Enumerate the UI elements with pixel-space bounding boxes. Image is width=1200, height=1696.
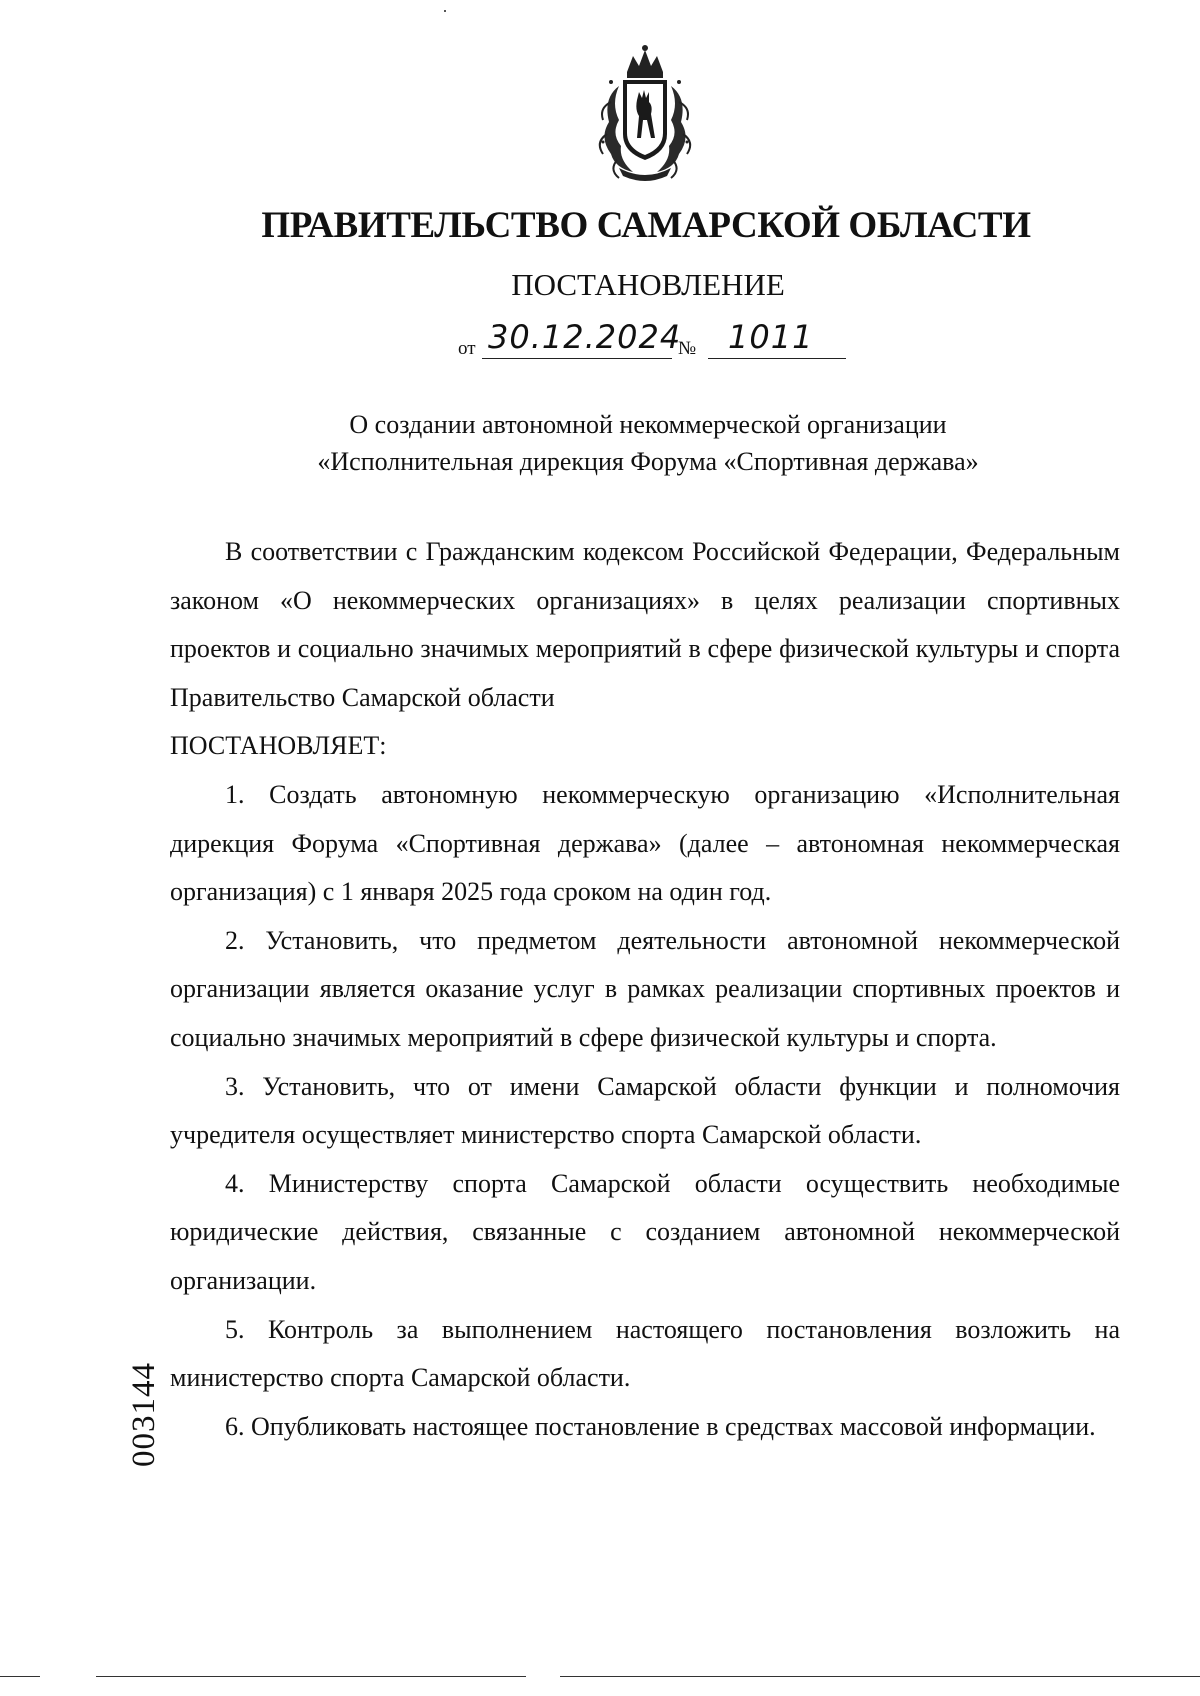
document-subject <box>0 406 1200 480</box>
decree-item-1: 1. Создать автономную некоммерческую организацию «Исполнительная дирекция Форума «Спортивная держава» (далее – автономная некоммерческая организация) с 1 января 2025 года сроком на один год. <box>170 779 1120 907</box>
date-from-label: от <box>458 338 476 359</box>
decree-item-6: 6. Опубликовать настоящее постановление в средствах массовой информации. <box>225 1411 1096 1441</box>
decree-word: ПОСТАНОВЛЯЕТ: <box>170 731 387 761</box>
preamble-paragraph: В соответствии с Гражданским кодексом Российской Федерации, Федеральным законом «О некоммерческих организациях» в целях реализации спортивных проектов и социально значимых мероприятий в сфере физической культуры и спорта Правительство Самарской области <box>170 537 1120 712</box>
decree-item-3: 3. Установить, что от имени Самарской области функции и полномочия учредителя осуществляет министерство спорта Самарской области. <box>170 1071 1120 1150</box>
decree-item-4: 4. Министерству спорта Самарской области осуществить необходимые юридические действия, связанные с созданием автономной некоммерческой организации. <box>170 1168 1120 1295</box>
coat-of-arms-icon <box>589 42 701 184</box>
document-number: 1011 <box>728 318 814 356</box>
bottom-rule-left <box>0 1676 40 1677</box>
bottom-rule-middle <box>96 1676 526 1677</box>
decree-item-2: 2. Установить, что предметом деятельности автономной некоммерческой организации является оказание услуг в рамках реализации спортивных проектов и социально значимых мероприятий в сфере физической культуры и спорта. <box>170 925 1120 1052</box>
number-label: № <box>678 338 697 359</box>
decree-item-5: 5. Контроль за выполнением настоящего постановления возложить на министерство спорта Самарской области. <box>170 1314 1120 1393</box>
subject-line-1: О создании автономной некоммерческой организации <box>349 410 947 439</box>
document-type: ПОСТАНОВЛЕНИЕ <box>511 267 785 302</box>
date-number-line <box>458 320 848 364</box>
date-underline <box>482 358 672 359</box>
document-date: 30.12.2024 <box>488 318 682 356</box>
serial-number: 003144 <box>126 1362 162 1467</box>
subject-line-2: «Исполнительная дирекция Форума «Спортивная держава» <box>317 447 979 476</box>
scan-speck <box>444 10 446 12</box>
document-body <box>170 528 1120 1451</box>
bottom-rule-right <box>560 1676 1200 1677</box>
number-underline <box>708 358 846 359</box>
government-title: ПРАВИТЕЛЬСТВО САМАРСКОЙ ОБЛАСТИ <box>261 205 1031 246</box>
